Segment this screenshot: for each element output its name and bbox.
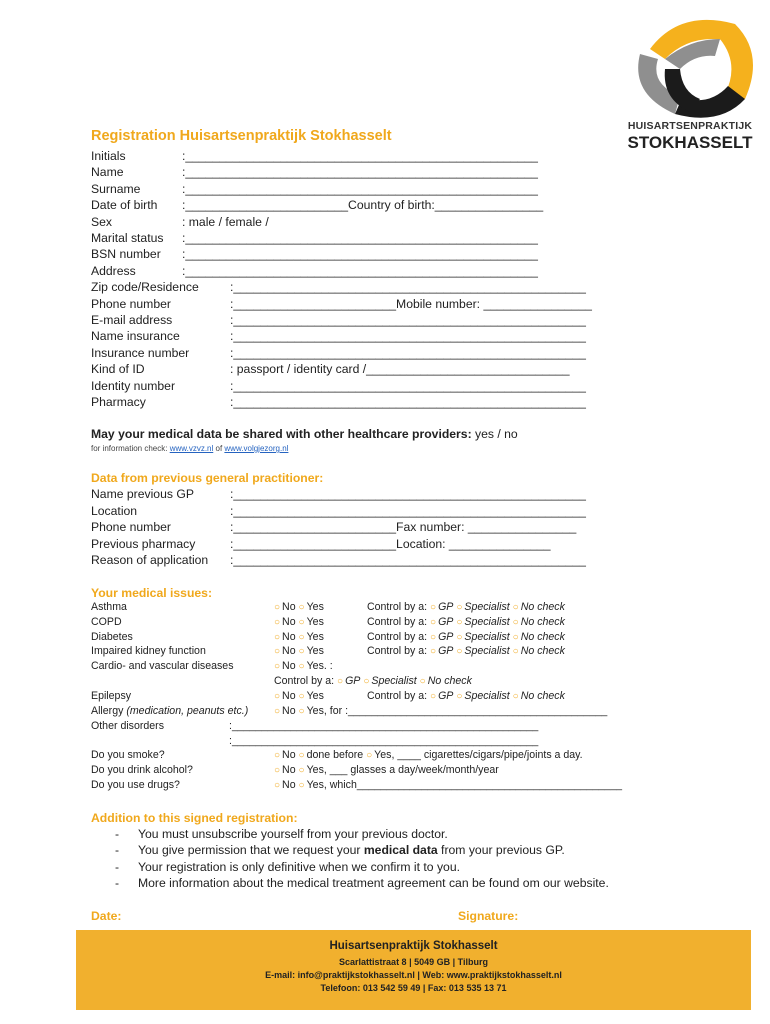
kidney-control[interactable]: Control by a: ○ GP ○ Specialist ○ No check	[367, 645, 565, 657]
prev-phone-field[interactable]: :________________________Fax number: ________________	[230, 520, 577, 535]
copd-options[interactable]: ○ No ○ Yes	[274, 616, 324, 628]
prev-pharmacy-label: Previous pharmacy	[91, 536, 196, 551]
marital-label: Marital status	[91, 231, 164, 245]
insurance-field[interactable]: :____________________________________________________	[230, 329, 586, 344]
pharmacy-field[interactable]: :____________________________________________________	[230, 395, 586, 409]
addition-item-2: - You give permission that we request your medical data from your previous GP.	[115, 843, 565, 858]
prev-pharmacy-row	[91, 536, 551, 552]
bsn-label: BSN number	[91, 247, 161, 262]
bsn-row	[91, 246, 538, 262]
addition-list	[91, 826, 731, 892]
dob-row	[91, 197, 544, 213]
sex-field[interactable]: : male / female /	[182, 214, 269, 229]
initials-field[interactable]: :____________________________________________________	[182, 149, 538, 163]
cardio-options[interactable]: ○ No ○ Yes. :	[274, 660, 333, 672]
surname-field[interactable]: :____________________________________________________	[182, 181, 538, 196]
prev-reason-row	[91, 552, 586, 568]
id-kind-row	[91, 361, 570, 377]
medical-heading: Your medical issues:	[91, 586, 213, 600]
cardio-label: Cardio- and vascular diseases	[91, 660, 234, 672]
share-info-mid: of	[213, 444, 225, 453]
drugs-options[interactable]: ○ No ○ Yes, which_____________________________________________	[274, 779, 622, 791]
practice-logo	[620, 14, 765, 164]
pharmacy-label: Pharmacy	[91, 395, 146, 409]
vzvz-link[interactable]: www.vzvz.nl	[169, 444, 214, 453]
diabetes-control[interactable]: Control by a: ○ GP ○ Specialist ○ No check	[367, 630, 565, 643]
asthma-options[interactable]: ○ No ○ Yes	[274, 601, 324, 613]
phone-field[interactable]: :________________________Mobile number: ________________	[230, 296, 592, 311]
marital-field[interactable]: :____________________________________________________	[182, 231, 538, 245]
identity-number-field[interactable]: :____________________________________________________	[230, 378, 586, 393]
initials-label: Initials	[91, 149, 126, 163]
surname-row	[91, 181, 538, 197]
name-label: Name	[91, 165, 124, 180]
epilepsy-options[interactable]: ○ No ○ Yes	[274, 690, 324, 702]
insurance-number-label: Insurance number	[91, 345, 190, 360]
epilepsy-control[interactable]: Control by a: ○ GP ○ Specialist ○ No check	[367, 690, 565, 702]
zip-field[interactable]: :____________________________________________________	[230, 280, 586, 295]
page-title: Registration Huisartsenpraktijk Stokhasselt	[91, 128, 392, 144]
footer-address: Scarlattistraat 8 | 5049 GB | Tilburg	[339, 957, 488, 967]
alcohol-label: Do you drink alcohol?	[91, 764, 193, 776]
logo-mark-icon	[620, 14, 765, 124]
asthma-label: Asthma	[91, 601, 127, 613]
prev-name-label: Name previous GP	[91, 487, 194, 502]
dob-label: Date of birth	[91, 198, 158, 213]
prev-location-row	[91, 503, 586, 519]
id-kind-field[interactable]: : passport / identity card /______________________________	[230, 362, 570, 377]
address-label: Address	[91, 263, 136, 278]
logo-line1: HUISARTSENPRAKTIJK	[627, 120, 753, 132]
initials-row	[91, 148, 538, 164]
asthma-control[interactable]: Control by a: ○ GP ○ Specialist ○ No check	[367, 601, 565, 613]
copd-label: COPD	[91, 616, 122, 628]
sex-label: Sex	[91, 214, 113, 229]
share-question: May your medical data be shared with other healthcare providers:	[91, 427, 472, 441]
footer-practice-name: Huisartsenpraktijk Stokhasselt	[329, 940, 498, 952]
share-info	[91, 444, 288, 453]
alcohol-options[interactable]: ○ No ○ Yes, ___ glasses a day/week/month/year	[274, 764, 499, 776]
sex-row	[91, 214, 269, 230]
email-label: E-mail address	[91, 313, 173, 327]
prev-location-label: Location	[91, 503, 138, 518]
phone-label: Phone number	[91, 296, 171, 311]
copd-control[interactable]: Control by a: ○ GP ○ Specialist ○ No check	[367, 616, 565, 628]
other-label: Other disorders	[91, 720, 165, 732]
footer-contact[interactable]: E-mail: info@praktijkstokhasselt.nl | Web: www.praktijkstokhasselt.nl	[265, 970, 562, 980]
email-field[interactable]: :____________________________________________________	[230, 313, 586, 327]
prev-reason-label: Reason of application	[91, 553, 209, 567]
insurance-label: Name insurance	[91, 329, 180, 344]
addition-item-4: - More information about the medical treatment agreement can be found om our website.	[115, 876, 609, 891]
insurance-number-row	[91, 345, 586, 361]
prev-phone-label: Phone number	[91, 520, 171, 535]
addition-item-3: - Your registration is only definitive when we confirm it to you.	[115, 859, 460, 874]
address-field[interactable]: :____________________________________________________	[182, 263, 538, 278]
id-kind-label: Kind of ID	[91, 362, 145, 377]
phone-row	[91, 296, 592, 312]
footer-phone: Telefoon: 013 542 59 49 | Fax: 013 535 13 71	[320, 983, 507, 993]
dob-field[interactable]: :________________________Country of birth:________________	[182, 198, 544, 213]
kidney-options[interactable]: ○ No ○ Yes	[274, 645, 324, 657]
prev-phone-row	[91, 519, 577, 535]
drugs-label: Do you use drugs?	[91, 779, 180, 791]
name-row	[91, 164, 538, 180]
logo-line2: STOKHASSELT	[627, 133, 753, 152]
identity-number-row	[91, 378, 586, 394]
diabetes-label: Diabetes	[91, 630, 133, 643]
share-answer[interactable]: yes / no	[471, 427, 518, 441]
other-line-2[interactable]: :____________________________________________________	[229, 735, 539, 747]
surname-label: Surname	[91, 181, 141, 196]
other-line-1[interactable]: :____________________________________________________	[229, 720, 539, 732]
address-row	[91, 263, 538, 279]
identity-number-label: Identity number	[91, 378, 176, 393]
prev-location-field[interactable]: :____________________________________________________	[230, 503, 586, 518]
kidney-label: Impaired kidney function	[91, 645, 206, 657]
addition-heading: Addition to this signed registration:	[91, 811, 298, 825]
smoke-options[interactable]: ○ No ○ done before ○ Yes, ____ cigarettes/cigars/pipe/joints a day.	[274, 749, 583, 761]
volgjezorg-link[interactable]: www.volgjezorg.nl	[224, 444, 289, 453]
marital-row	[91, 230, 538, 246]
prev-name-field[interactable]: :____________________________________________________	[230, 487, 586, 502]
bsn-field[interactable]: :____________________________________________________	[182, 247, 538, 262]
diabetes-options[interactable]: ○ No ○ Yes	[274, 630, 324, 643]
date-label[interactable]: Date:	[91, 909, 122, 923]
share-info-prefix: for information check:	[91, 444, 170, 453]
email-row	[91, 312, 586, 328]
name-field[interactable]: :____________________________________________________	[182, 165, 538, 180]
cardio-control[interactable]: Control by a: ○ GP ○ Specialist ○ No check	[274, 675, 472, 687]
zip-row	[91, 279, 586, 295]
previous-gp-heading: Data from previous general practitioner:	[91, 471, 324, 485]
insurance-number-field[interactable]: :____________________________________________________	[230, 345, 586, 360]
prev-name-row	[91, 486, 586, 502]
zip-label: Zip code/Residence	[91, 280, 199, 295]
signature-label[interactable]: Signature:	[458, 909, 519, 923]
epilepsy-label: Epilepsy	[91, 690, 132, 702]
smoke-label: Do you smoke?	[91, 749, 165, 761]
insurance-row	[91, 328, 586, 344]
allergy-label: Allergy (medication, peanuts etc.)	[91, 705, 249, 717]
addition-item-1: - You must unsubscribe yourself from your previous doctor.	[115, 827, 448, 841]
pharmacy-row	[91, 394, 586, 410]
prev-reason-field[interactable]: :____________________________________________________	[230, 553, 586, 567]
prev-pharmacy-field[interactable]: :________________________Location: _______________	[230, 536, 551, 551]
footer-bar	[76, 930, 751, 1010]
allergy-options[interactable]: ○ No ○ Yes, for :____________________________________________	[274, 705, 608, 717]
share-question-row	[91, 426, 518, 442]
